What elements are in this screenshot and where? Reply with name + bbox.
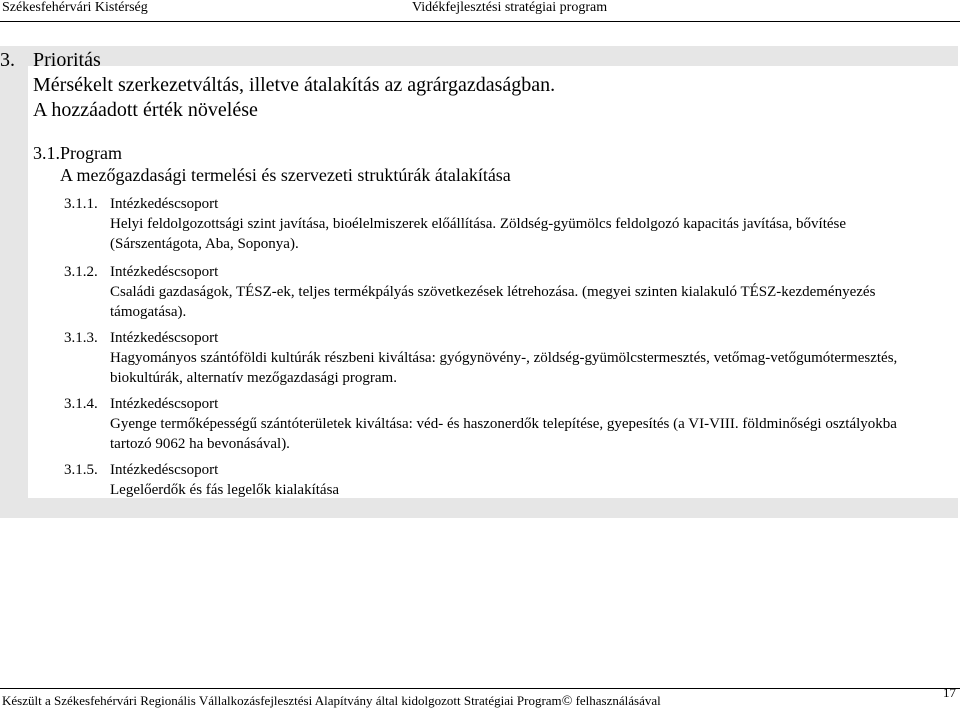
section-heading: Intézkedéscsoport: [110, 196, 219, 212]
section-body: Családi gazdaságok, TÉSZ-ek, teljes termékpályás szövetkezések létrehozása. (megyei szinten kialakuló TÉSZ-kezdeményezés támogatása).: [110, 284, 876, 320]
section-heading: Intézkedéscsoport: [110, 264, 219, 280]
section-heading: Intézkedéscsoport: [110, 462, 219, 478]
section-body: Hagyományos szántóföldi kultúrák részbeni kiváltása: gyógynövény-, zöldség-gyümölcstermesztés, vetőmag-vetőgumótermesztés, biokultúrák, alternatív mezőgazdasági program.: [110, 350, 898, 386]
section-heading: Intézkedéscsoport: [110, 330, 219, 346]
program-title: A mezőgazdasági termelési és szervezeti struktúrák átalakítása: [60, 165, 511, 185]
section-heading: Intézkedéscsoport: [110, 396, 219, 412]
program-number: 3.1.: [33, 143, 60, 163]
footer-text-after: felhasználásával: [572, 693, 661, 708]
program-label: Program: [60, 143, 122, 163]
priority-line3: A hozzáadott érték növelése: [33, 99, 258, 121]
section-body: Legelőerdők és fás legelők kialakítása: [110, 482, 340, 498]
header-right: Vidékfejlesztési stratégiai program: [412, 0, 608, 15]
program-heading: [33, 142, 511, 185]
footer-text-before: Készült a Székesfehérvári Regionális Vállalkozásfejlesztési Alapítvány által kidolgozott Stratégiai Program: [2, 693, 562, 708]
section-number: 3.1.3.: [64, 330, 98, 346]
footer-text: [2, 693, 661, 710]
section-number: 3.1.2.: [64, 264, 98, 280]
priority-line2: Mérsékelt szerkezetváltás, illetve átalakítás az agrárgazdaságban.: [33, 74, 556, 96]
section-number: 3.1.5.: [64, 462, 98, 478]
header-left: Székesfehérvári Kistérség: [2, 0, 148, 15]
section-body: Helyi feldolgozottsági szint javítása, bioélelmiszerek előállítása. Zöldség-gyümölcs feldolgozó kapacitás javítása, bővítése (Sárszentágota, Aba, Soponya).: [110, 216, 847, 252]
priority-heading: [0, 48, 556, 121]
section-body: Gyenge termőképességű szántóterületek kiváltása: véd- és haszonerdők telepítése, gyepesítés (a VI-VIII. földminőségi osztályokba tartozó 9062 ha bevonásával).: [110, 416, 897, 452]
priority-number: 3.: [0, 49, 15, 71]
page-number: 17: [943, 685, 956, 700]
section-number: 3.1.4.: [64, 396, 98, 412]
page-header: [0, 0, 960, 22]
page-footer: [0, 685, 960, 715]
priority-title: Prioritás: [33, 49, 101, 71]
section-number: 3.1.1.: [64, 196, 98, 212]
copyright-icon: ©: [561, 694, 573, 709]
